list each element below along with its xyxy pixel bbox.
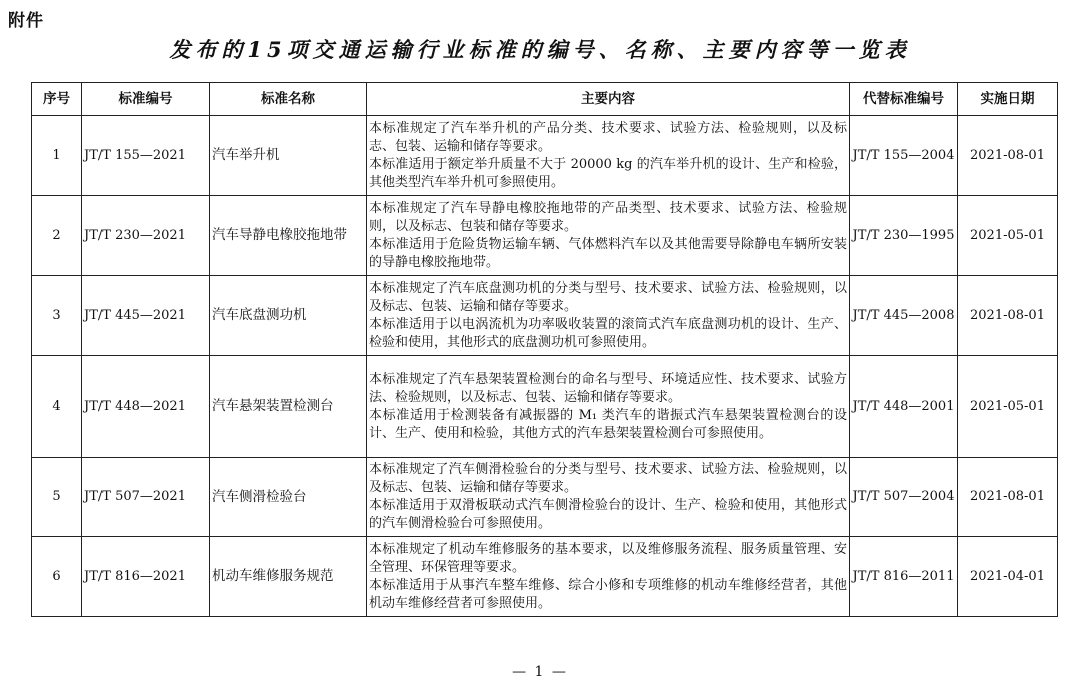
header-content: 主要内容 [367,83,850,116]
row-content-scope: 本标准规定了机动车维修服务的基本要求，以及维修服务流程、服务质量管理、安全管理、环保管理等要求。 [369,541,847,575]
row-content [367,537,850,617]
header-seq: 序号 [32,83,82,116]
row-name: 汽车导静电橡胶拖地带 [210,196,367,276]
row-seq: 3 [32,276,82,356]
row-replace: JT/T 230—1995 [850,196,958,276]
header-code: 标准编号 [82,83,210,116]
row-code: JT/T 445—2021 [82,276,210,356]
table-row [32,196,1058,276]
row-date: 2021-08-01 [958,458,1058,537]
row-content-applicability: 本标准适用于额定举升质量不大于 20000 kg 的汽车举升机的设计、生产和检验，其他类型汽车举升机可参照使用。 [369,156,847,190]
row-content-applicability: 本标准适用于检测装备有减振器的 M₁ 类汽车的谐振式汽车悬架装置检测台的设计、生产、使用和检验，其他方式的汽车悬架装置检测台可参照使用。 [369,407,847,441]
row-content-applicability: 本标准适用于从事汽车整车维修、综合小修和专项维修的机动车维修经营者，其他机动车维修经营者可参照使用。 [369,577,847,611]
row-content [367,458,850,537]
table-row [32,116,1058,196]
row-replace: JT/T 507—2004 [850,458,958,537]
row-content [367,356,850,458]
row-name: 机动车维修服务规范 [210,537,367,617]
row-content [367,196,850,276]
header-date: 实施日期 [958,83,1058,116]
row-seq: 6 [32,537,82,617]
row-replace: JT/T 448—2001 [850,356,958,458]
row-date: 2021-08-01 [958,116,1058,196]
row-date: 2021-08-01 [958,276,1058,356]
table-row [32,537,1058,617]
row-name: 汽车举升机 [210,116,367,196]
page-number: — 1 — [512,664,568,680]
row-replace: JT/T 155—2004 [850,116,958,196]
row-name: 汽车底盘测功机 [210,276,367,356]
row-replace: JT/T 816—2011 [850,537,958,617]
row-seq: 2 [32,196,82,276]
row-replace: JT/T 445—2008 [850,276,958,356]
row-code: JT/T 507—2021 [82,458,210,537]
row-content-scope: 本标准规定了汽车举升机的产品分类、技术要求、试验方法、检验规则，以及标志、包装、运输和储存等要求。 [369,120,847,154]
row-code: JT/T 230—2021 [82,196,210,276]
attachment-label: 附件 [8,11,44,31]
row-seq: 4 [32,356,82,458]
header-name: 标准名称 [210,83,367,116]
row-content-scope: 本标准规定了汽车悬架装置检测台的命名与型号、环境适应性、技术要求、试验方法、检验规则，以及标志、包装、运输和储存等要求。 [369,371,847,405]
row-content-applicability: 本标准适用于危险货物运输车辆、气体燃料汽车以及其他需要导除静电车辆所安装的导静电橡胶拖地带。 [369,236,847,270]
row-content [367,116,850,196]
standards-table [31,82,1058,617]
table-row [32,458,1058,537]
row-date: 2021-04-01 [958,537,1058,617]
row-content-scope: 本标准规定了汽车导静电橡胶拖地带的产品类型、技术要求、试验方法、检验规则，以及标志、包装和储存等要求。 [369,200,847,234]
row-date: 2021-05-01 [958,356,1058,458]
row-name: 汽车悬架装置检测台 [210,356,367,458]
table-header-row [32,83,1058,116]
row-seq: 5 [32,458,82,537]
row-seq: 1 [32,116,82,196]
header-replace: 代替标准编号 [850,83,958,116]
row-name: 汽车侧滑检验台 [210,458,367,537]
table-row [32,356,1058,458]
row-content [367,276,850,356]
row-content-applicability: 本标准适用于双滑板联动式汽车侧滑检验台的设计、生产、检验和使用，其他形式的汽车侧滑检验台可参照使用。 [369,498,847,531]
document-title: 发布的15项交通运输行业标准的编号、名称、主要内容等一览表 [169,37,911,62]
row-content-scope: 本标准规定了汽车底盘测功机的分类与型号、技术要求、试验方法、检验规则，以及标志、包装、运输和储存等要求。 [369,280,847,314]
row-content-scope: 本标准规定了汽车侧滑检验台的分类与型号、技术要求、试验方法、检验规则，以及标志、包装、运输和储存等要求。 [369,462,847,495]
row-code: JT/T 155—2021 [82,116,210,196]
table-row [32,276,1058,356]
row-code: JT/T 816—2021 [82,537,210,617]
row-content-applicability: 本标准适用于以电涡流机为功率吸收装置的滚筒式汽车底盘测功机的设计、生产、检验和使用，其他形式的底盘测功机可参照使用。 [369,316,847,350]
row-code: JT/T 448—2021 [82,356,210,458]
row-date: 2021-05-01 [958,196,1058,276]
